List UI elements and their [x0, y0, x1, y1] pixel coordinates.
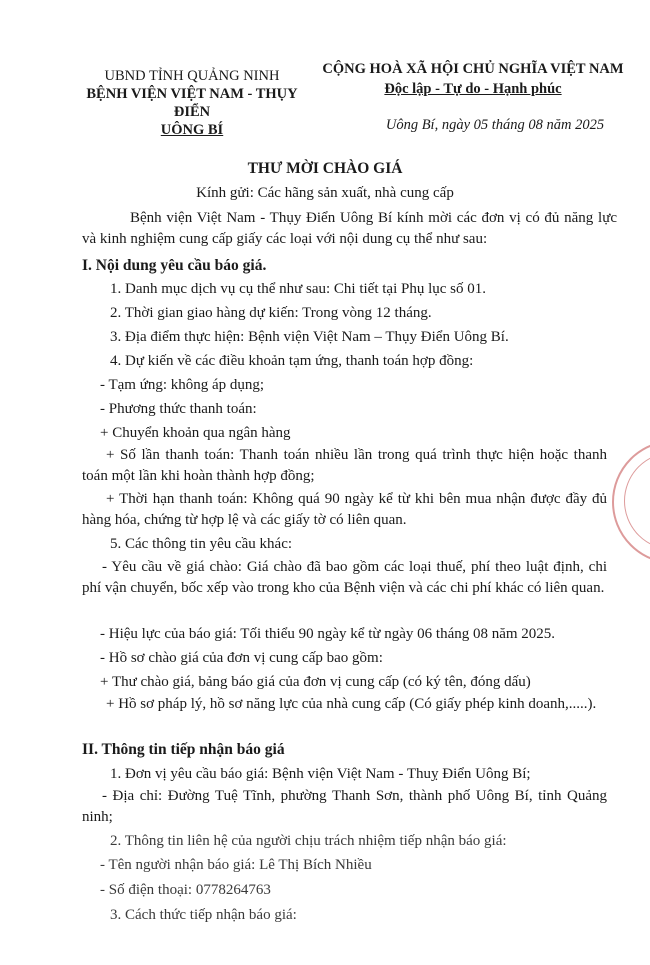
issuer-authority: UBND TỈNH QUẢNG NINH [104, 68, 280, 84]
intro-paragraph: Bệnh viện Việt Nam - Thụy Điển Uông Bí kính mời các đơn vị có đủ năng lực và kinh nghiệm cung cấp giấy các loại với nội dung cụ thể như sau: [82, 210, 617, 247]
national-title: CỘNG HOÀ XÃ HỘI CHỦ NGHĨA VIỆT NAM [322, 61, 624, 77]
national-motto-block [318, 59, 628, 99]
s1-item2: 2. Thời gian giao hàng dự kiến: Trong vòng 12 tháng. [110, 305, 432, 321]
s1-payment-term: + Thời hạn thanh toán: Không quá 90 ngày kể từ khi bên mua nhận được đầy đủ hàng hóa, chứng từ hợp lệ và các giấy tờ có liên quan. [82, 491, 607, 528]
seal-inner-ring [624, 452, 650, 550]
issuer-block [82, 67, 302, 139]
s2-item1: 1. Đơn vị yêu cầu báo giá: Bệnh viện Việt Nam - Thuỵ Điển Uông Bí; [110, 766, 531, 782]
s1-dossier-b: + Hồ sơ pháp lý, hồ sơ năng lực của nhà cung cấp (Có giấy phép kinh doanh,.....). [106, 696, 597, 712]
s1-item5: 5. Các thông tin yêu cầu khác: [110, 536, 293, 552]
s2-item2: 2. Thông tin liên hệ của người chịu trách nhiệm tiếp nhận báo giá: [110, 833, 507, 849]
s1-dossier-a: + Thư chào giá, bảng báo giá của đơn vị cung cấp (có ký tên, đóng dấu) [100, 674, 531, 690]
s2-receiver: - Tên người nhận báo giá: Lê Thị Bích Nhiều [100, 857, 372, 873]
section1-heading: I. Nội dung yêu cầu báo giá. [82, 257, 267, 274]
s1-item4: 4. Dự kiến về các điều khoản tạm ứng, thanh toán hợp đồng: [110, 353, 474, 369]
s1-advance: - Tạm ứng: không áp dụng; [100, 377, 265, 393]
s1-item3: 3. Địa điểm thực hiện: Bệnh viện Việt Nam – Thụy Điển Uông Bí. [110, 329, 509, 345]
s1-payment-count: + Số lần thanh toán: Thanh toán nhiều lần trong quá trình thực hiện hoặc thanh toán một lần khi hoàn thành hợp đồng; [82, 447, 607, 484]
s2-address: - Địa chỉ: Đường Tuệ Tĩnh, phường Thanh Sơn, thành phố Uông Bí, tỉnh Quảng ninh; [82, 788, 607, 825]
document-title: THƯ MỜI CHÀO GIÁ [247, 160, 403, 177]
s1-price-requirement: - Yêu cầu về giá chào: Giá chào đã bao gồm các loại thuế, phí theo luật định, chi phí vận chuyển, bốc xếp vào trong kho của Bệnh viện và các chi phí khác có liên quan. [82, 559, 607, 596]
s1-item1: 1. Danh mục dịch vụ cụ thể như sau: Chi tiết tại Phụ lục số 01. [110, 281, 486, 297]
issuer-name: BỆNH VIỆN VIỆT NAM - THỤY ĐIỂN [86, 86, 298, 120]
section2-heading: II. Thông tin tiếp nhận báo giá [82, 741, 285, 758]
national-motto: Độc lập - Tự do - Hạnh phúc [384, 81, 562, 97]
s1-validity: - Hiệu lực của báo giá: Tối thiểu 90 ngày kể từ ngày 06 tháng 08 năm 2025. [100, 626, 556, 642]
s1-dossier: - Hồ sơ chào giá của đơn vị cung cấp bao gồm: [100, 650, 383, 666]
document-date: Uông Bí, ngày 05 tháng 08 năm 2025 [385, 117, 605, 133]
greeting: Kính gửi: Các hãng sản xuất, nhà cung cấp [196, 185, 454, 201]
red-seal-stamp [612, 440, 650, 564]
s1-bank-transfer: + Chuyển khoản qua ngân hàng [100, 425, 291, 441]
s2-item3: 3. Cách thức tiếp nhận báo giá: [110, 907, 297, 923]
s1-payment-method: - Phương thức thanh toán: [100, 401, 257, 417]
s2-phone: - Số điện thoại: 0778264763 [100, 882, 271, 898]
issuer-city: UÔNG BÍ [160, 122, 224, 138]
